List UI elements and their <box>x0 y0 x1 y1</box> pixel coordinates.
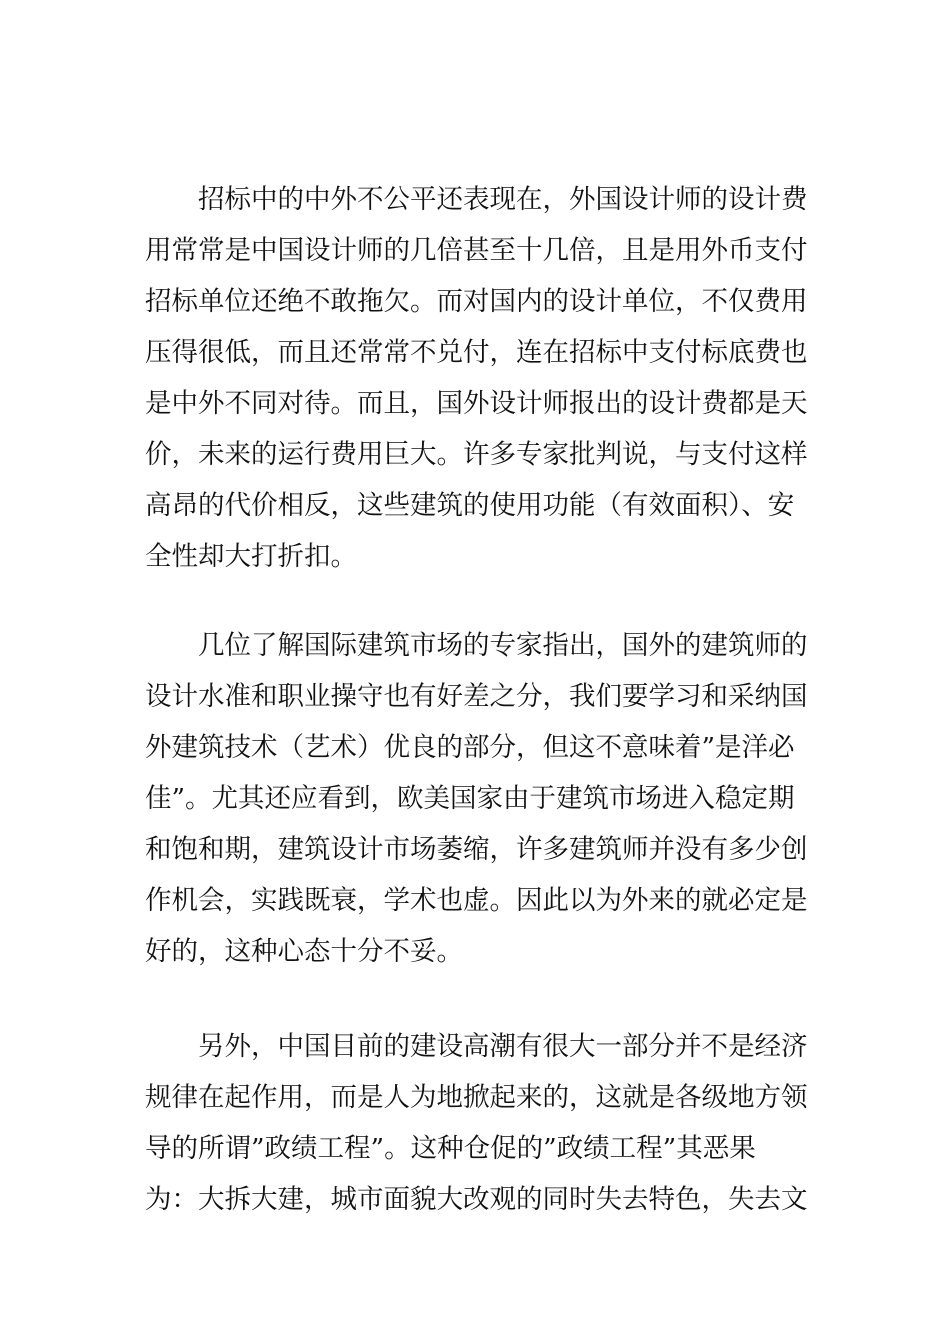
text-line: 为：大拆大建，城市面貌大改观的同时失去特色，失去文 <box>145 1184 807 1215</box>
text-line: 作机会，实践既衰，学术也虚。因此以为外来的就必定是 <box>145 885 807 916</box>
text-line: 导的所谓”政绩工程”。这种仓促的”政绩工程”其恶果 <box>145 1133 756 1164</box>
text-line: 招标中的中外不公平还表现在，外国设计师的设计费 <box>145 184 807 215</box>
text-line: 招标单位还绝不敢拖欠。而对国内的设计单位，不仅费用 <box>145 286 807 317</box>
text-line: 价，未来的运行费用巨大。许多专家批判说，与支付这样 <box>145 439 807 470</box>
text-line: 几位了解国际建筑市场的专家指出，国外的建筑师的 <box>145 630 807 661</box>
text-line: 好的，这种心态十分不妥。 <box>145 936 463 967</box>
text-line: 外建筑技术（艺术）优良的部分，但这不意味着”是洋必 <box>145 732 795 763</box>
text-line: 规律在起作用，而是人为地掀起来的，这就是各级地方领 <box>145 1082 807 1113</box>
text-line: 压得很低，而且还常常不兑付，连在招标中支付标底费也 <box>145 337 807 368</box>
text-line: 和饱和期，建筑设计市场萎缩，许多建筑师并没有多少创 <box>145 834 807 865</box>
paragraph-2 <box>145 620 807 977</box>
text-line: 用常常是中国设计师的几倍甚至十几倍，且是用外币支付 <box>145 235 807 266</box>
text-line: 高昂的代价相反，这些建筑的使用功能（有效面积）、安 <box>145 490 795 521</box>
text-line: 设计水准和职业操守也有好差之分，我们要学习和采纳国 <box>145 681 807 712</box>
text-line: 全性却大打折扣。 <box>145 541 357 572</box>
text-line: 佳”。尤其还应看到，欧美国家由于建筑市场进入稳定期 <box>145 783 795 814</box>
paragraph-1 <box>145 174 807 582</box>
text-line: 另外，中国目前的建设高潮有很大一部分并不是经济 <box>145 1031 807 1062</box>
paragraph-3 <box>145 1021 807 1225</box>
text-line: 是中外不同对待。而且，国外设计师报出的设计费都是天 <box>145 388 807 419</box>
